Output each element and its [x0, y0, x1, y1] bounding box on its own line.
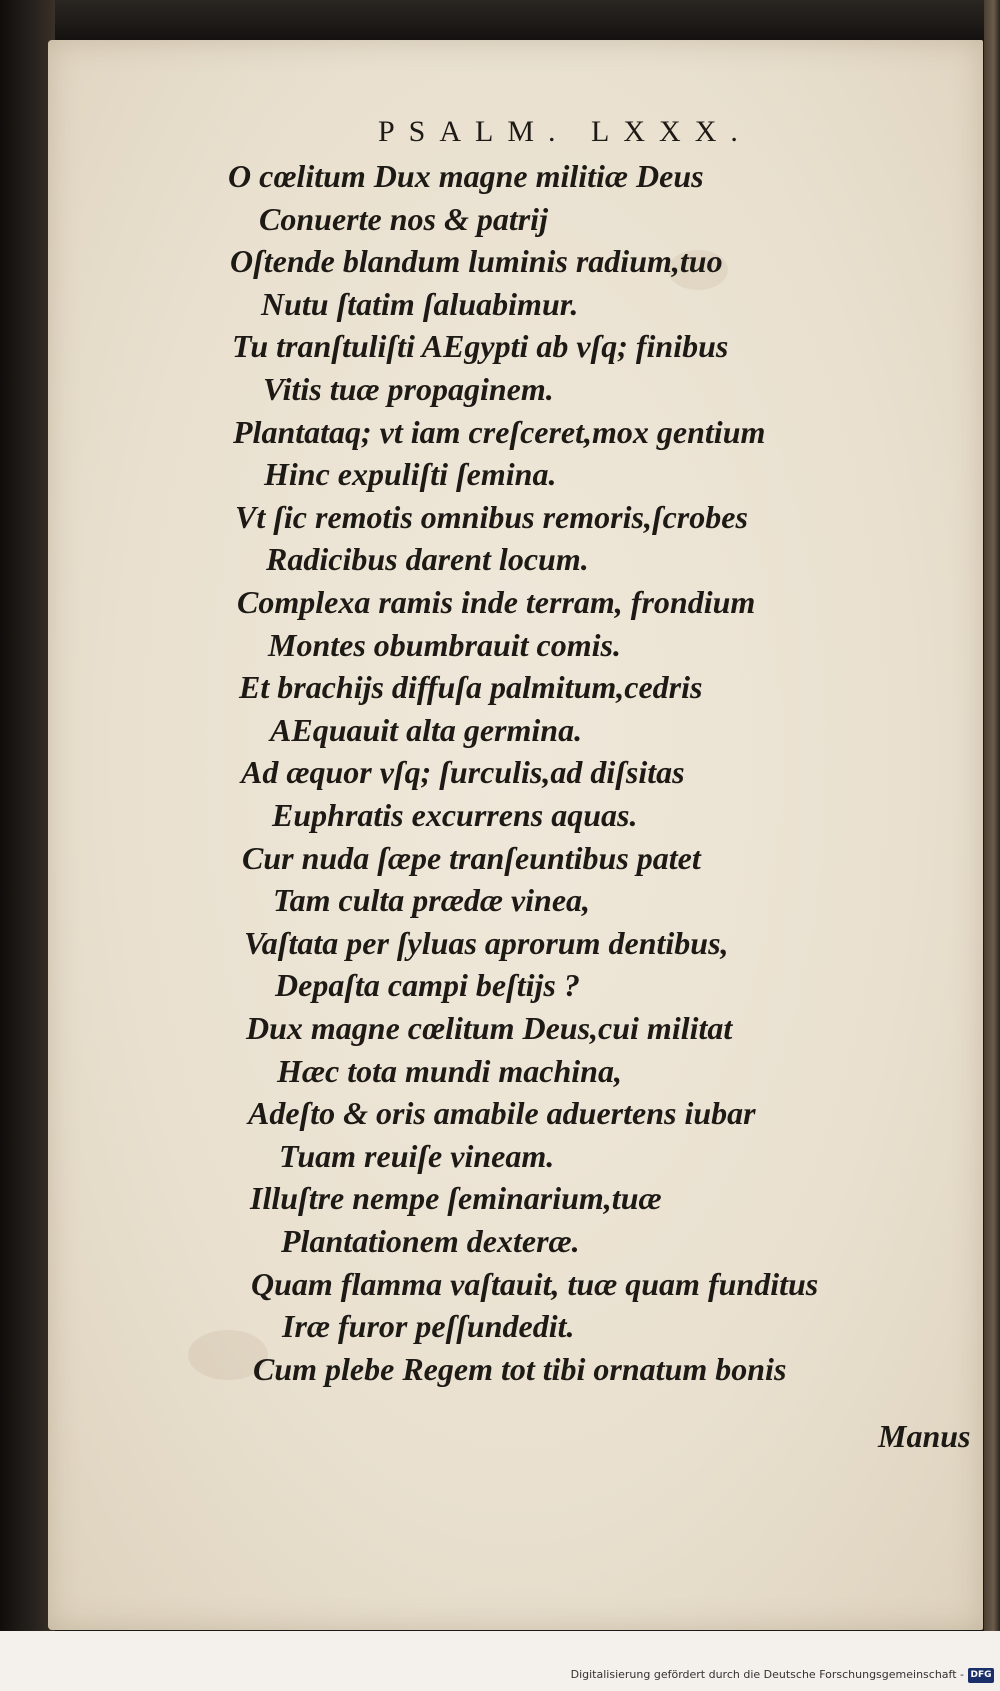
verse-line-indented: Tam culta prædæ vinea,	[273, 882, 591, 919]
verse-line-indented: Radicibus darent locum.	[266, 541, 589, 578]
verse-line-indented: Euphratis excurrens aquas.	[272, 797, 638, 833]
dfg-logo-icon: DFG	[968, 1668, 994, 1683]
scan-border-top	[0, 0, 1000, 40]
scan-footer-bar	[0, 1631, 1000, 1691]
verse-line: Cur nuda ſæpe tranſeuntibus patet	[242, 839, 701, 876]
verse-line-indented: Plantationem dexteræ.	[281, 1223, 580, 1259]
scan-border-right	[984, 0, 1000, 1691]
verse-line-indented: Nutu ſtatim ſaluabimur.	[261, 285, 579, 322]
verse-line-indented: Depaſta campi beſtijs ?	[275, 967, 580, 1004]
verse-line: O cœlitum Dux magne militiæ Deus	[228, 158, 704, 194]
verse-line: Vaſtata per ſyluas aprorum dentibus,	[244, 924, 729, 961]
verse-line-indented: AEquauit alta germina.	[270, 711, 583, 748]
verse-line: Et brachijs diffuſa palmitum,cedris	[239, 669, 703, 706]
verse-line: Adeſto & oris amabile aduertens iubar	[248, 1095, 756, 1132]
verse-line-indented: Tuam reuiſe vineam.	[279, 1137, 555, 1174]
verse-line-indented: Montes obumbrauit comis.	[268, 626, 621, 663]
verse-line: Complexa ramis inde terram, frondium	[237, 584, 756, 620]
verse-line: Tu tranſtuliſti AEgypti ab vſq; finibus	[232, 328, 729, 365]
verse-line: Cum plebe Regem tot tibi ornatum bonis	[253, 1350, 787, 1387]
verse-line: Oſtende blandum luminis radium,tuo	[230, 243, 723, 280]
verse-line-indented: Vitis tuæ propaginem.	[263, 371, 554, 407]
book-page	[48, 40, 983, 1630]
verse-line: Ad æquor vſq; ſurculis,ad diſsitas	[241, 754, 685, 791]
verse-line-indented: Conuerte nos & patrij	[259, 200, 548, 237]
verse-line-indented: Iræ furor peſſundedit.	[282, 1308, 575, 1345]
verse-line: Vt ſic remotis omnibus remoris,ſcrobes	[235, 498, 748, 535]
verse-line: Quam flamma vaſtauit, tuæ quam funditus	[251, 1265, 819, 1302]
verse-line-indented: Hæc tota mundi machina,	[277, 1052, 622, 1089]
verse-line: Dux magne cœlitum Deus,cui militat	[246, 1010, 733, 1046]
digitization-credit: Digitalisierung gefördert durch die Deutsche Forschungsgemeinschaft -	[570, 1668, 964, 1681]
verse-line-indented: Hinc expuliſti ſemina.	[264, 456, 557, 493]
verse-line: Illuſtre nempe ſeminarium,tuæ	[250, 1180, 662, 1217]
scan-border-left	[0, 0, 55, 1691]
verse-line: Plantataq; vt iam creſceret,mox gentium	[233, 413, 766, 450]
catchword: Manus	[878, 1418, 971, 1454]
running-title: PSALM. LXXX.	[378, 115, 752, 148]
